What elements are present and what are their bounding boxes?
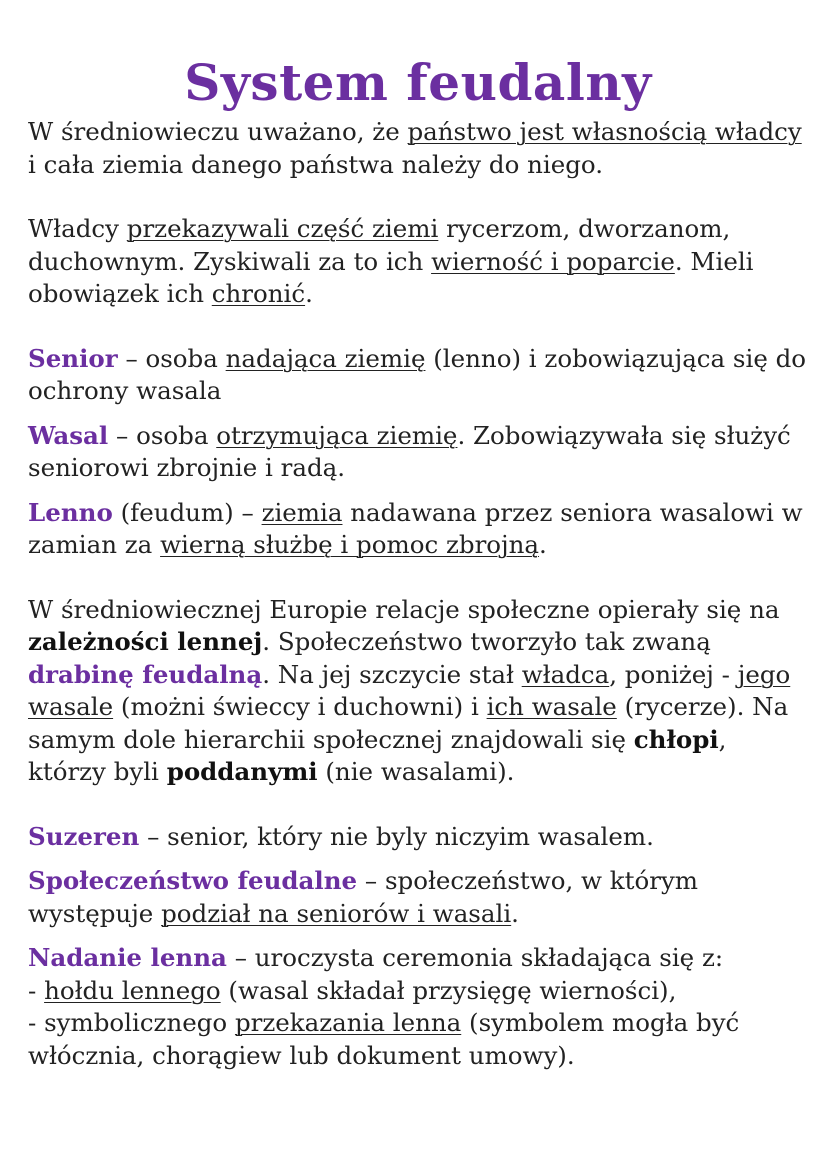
text: . Na jej szczycie stał [262,659,522,689]
definition-spoleczenstwo-feudalne [28,865,808,930]
text: i cała ziemia danego państwa należy do niego. [28,149,604,179]
text: . [539,530,547,559]
text: - [28,975,45,1005]
text: Władcy [28,214,127,243]
term-wasal: Wasal [28,420,109,450]
underlined-phrase: wierną służbę i pomoc zbrojną [160,530,540,559]
text: - symbolicznego [28,1008,235,1037]
document-page [28,52,808,1072]
underlined-phrase: otrzymująca ziemię [216,420,458,450]
bold-phrase: chłopi [633,724,719,754]
definition-lenno [28,497,808,562]
text: . [305,279,313,308]
bold-phrase: poddanymi [166,757,318,786]
underlined-phrase: nadająca ziemię [225,343,426,373]
underlined-phrase: jego wasale [28,659,791,721]
text: – uroczysta ceremonia składająca się z: [226,943,724,972]
text: , którzy byli [28,724,727,786]
text: , poniżej - [609,659,738,689]
bold-phrase: zależności lennej [28,627,263,656]
definition-suzeren [28,821,808,854]
underlined-phrase: ziemia [261,497,343,527]
text: (rycerze). Na samym dole hierarchii społecznej znajdowali się [28,692,789,754]
text: (nie wasalami). [317,757,515,786]
underlined-phrase: chronić [211,279,306,308]
text: (możni świeccy i duchowni) i [113,692,487,721]
term-suzeren: Suzeren [28,821,140,851]
text: W średniowieczu uważano, że [28,117,408,146]
list-item-przekazanie-lenna [28,1007,808,1072]
term-lenno: Lenno [28,497,113,527]
text: (feudum) – [112,497,262,527]
underlined-phrase: przekazania lenna [234,1008,462,1037]
document-title: System feudalny [184,53,652,112]
text: (lenno) i zobowiązująca się do ochrony wasala [28,343,807,405]
definition-nadanie-lenna [28,942,808,975]
paragraph-intro [28,116,808,181]
underlined-phrase: ich wasale [486,692,617,721]
definition-senior [28,343,808,408]
text: nadawana przez seniora wasalowi w zamian za [28,497,803,559]
underlined-phrase: państwo jest własnością władcy [407,117,802,146]
text: – osoba [108,420,217,450]
text: W średniowiecznej Europie relacje społeczne opierały się na [28,594,780,624]
list-item-hold-lenny [28,975,808,1008]
definition-wasal [28,420,808,485]
text: . Społeczeństwo tworzyło tak zwaną [262,627,711,656]
text: . Mieli obowiązek ich [28,246,754,308]
text: (wasal składał przysięgę wierności), [220,975,677,1005]
term-senior: Senior [28,343,118,373]
underlined-phrase: hołdu lennego [44,975,221,1005]
paragraph-rulers [28,213,808,311]
text: . [511,898,519,928]
text: rycerzom, dworzanom, duchownym. Zyskiwali za to ich [28,214,731,276]
underlined-phrase: przekazywali część ziemi [126,214,439,243]
underlined-phrase: władca [521,659,610,689]
text: . Zobowiązywała się służyć seniorowi zbrojnie i radą. [28,420,791,482]
text: – społeczeństwo, w którym występuje [28,866,699,928]
term-nadanie-lenna: Nadanie lenna [28,943,227,972]
text: (symbolem mogła być włócznia, chorągiew lub dokument umowy). [28,1008,740,1070]
underlined-phrase: podział na seniorów i wasali [161,898,512,928]
paragraph-hierarchy [28,594,808,789]
term-drabina-feudalna: drabinę feudalną [28,659,263,689]
term-spoleczenstwo-feudalne: Społeczeństwo feudalne [28,866,358,895]
underlined-phrase: wierność i poparcie [431,246,675,276]
text: – senior, który nie byly niczyim wasalem. [139,821,654,851]
text: – osoba [117,343,226,373]
